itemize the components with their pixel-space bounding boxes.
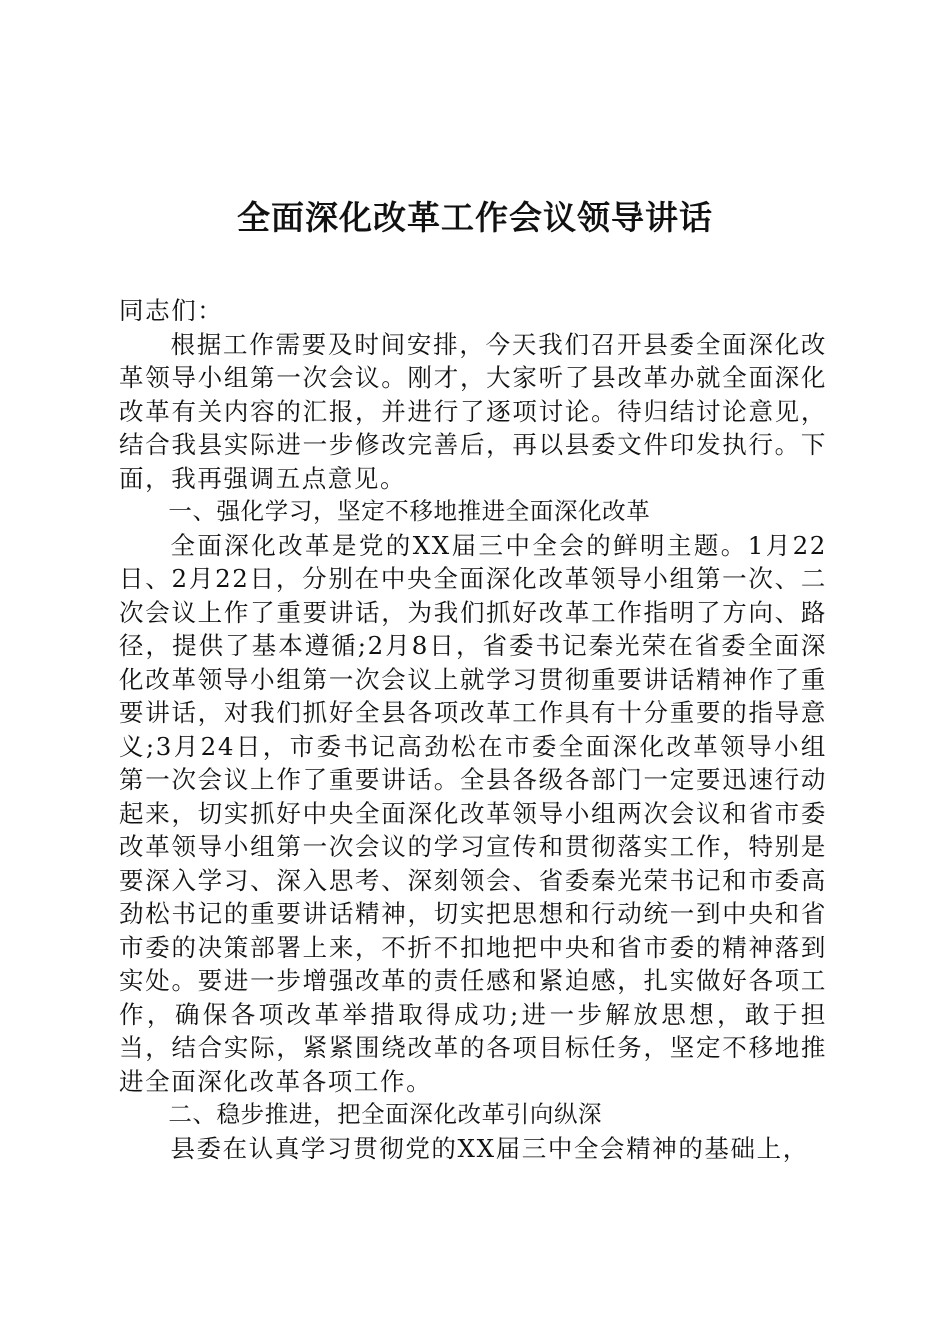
salutation: 同志们： [119, 296, 224, 325]
paragraph-section-2: 县委在认真学习贯彻党的XX届三中全会精神的基础上， [170, 1133, 809, 1163]
paragraph-section-1: 全面深化改革是党的XX届三中全会的鲜明主题。1月22日、2月22日，分别在中央全面深化改革领导小组第一次、二次会议上作了重要讲话，为我们抓好改革工作指明了方向、路径，提供了基本遵循;2月8日，省委书记秦光荣在省委全面深化改革领导小组第一次会议上就学习贯彻重要讲话精神作了重要讲话，对我们抓好全县各项改革工作具有十分重要的指导意义;3月24日，市委书记高劲松在市委全面深化改革领导小组第一次会议上作了重要讲话。全县各级各部门一定要迅速行动起来，切实抓好中央全面深化改革领导小组两次会议和省市委改革领导小组第一次会议的学习宣传和贯彻落实工作，特别是要深入学习、深入思考、深刻领会、省委秦光荣书记和市委高劲松书记的重要讲话精神，切实把思想和行动统一到中央和省市委的决策部署上来，不折不扣地把中央和省市委的精神落到实处。要进一步增强改革的责任感和紧迫感，扎实做好各项工作，确保各项改革举措取得成功;进一步解放思想，敢于担当，结合实际，紧紧围绕改革的各项目标任务，坚定不移地推进全面深化改革各项工作。 [119, 530, 827, 1096]
paragraph-intro: 根据工作需要及时间安排，今天我们召开县委全面深化改革领导小组第一次会议。刚才，大家听了县改革办就全面深化改革有关内容的汇报，并进行了逐项讨论。待归结讨论意见，结合我县实际进一步修改完善后，再以县委文件印发执行。下面，我再强调五点意见。 [119, 329, 827, 493]
section-heading-2: 二、稳步推进，把全面深化改革引向纵深 [168, 1100, 603, 1128]
document-body [119, 294, 827, 1165]
section-heading-1: 一、强化学习，坚定不移地推进全面深化改革 [168, 497, 651, 525]
document-title: 全面深化改革工作会议领导讲话 [237, 198, 713, 237]
